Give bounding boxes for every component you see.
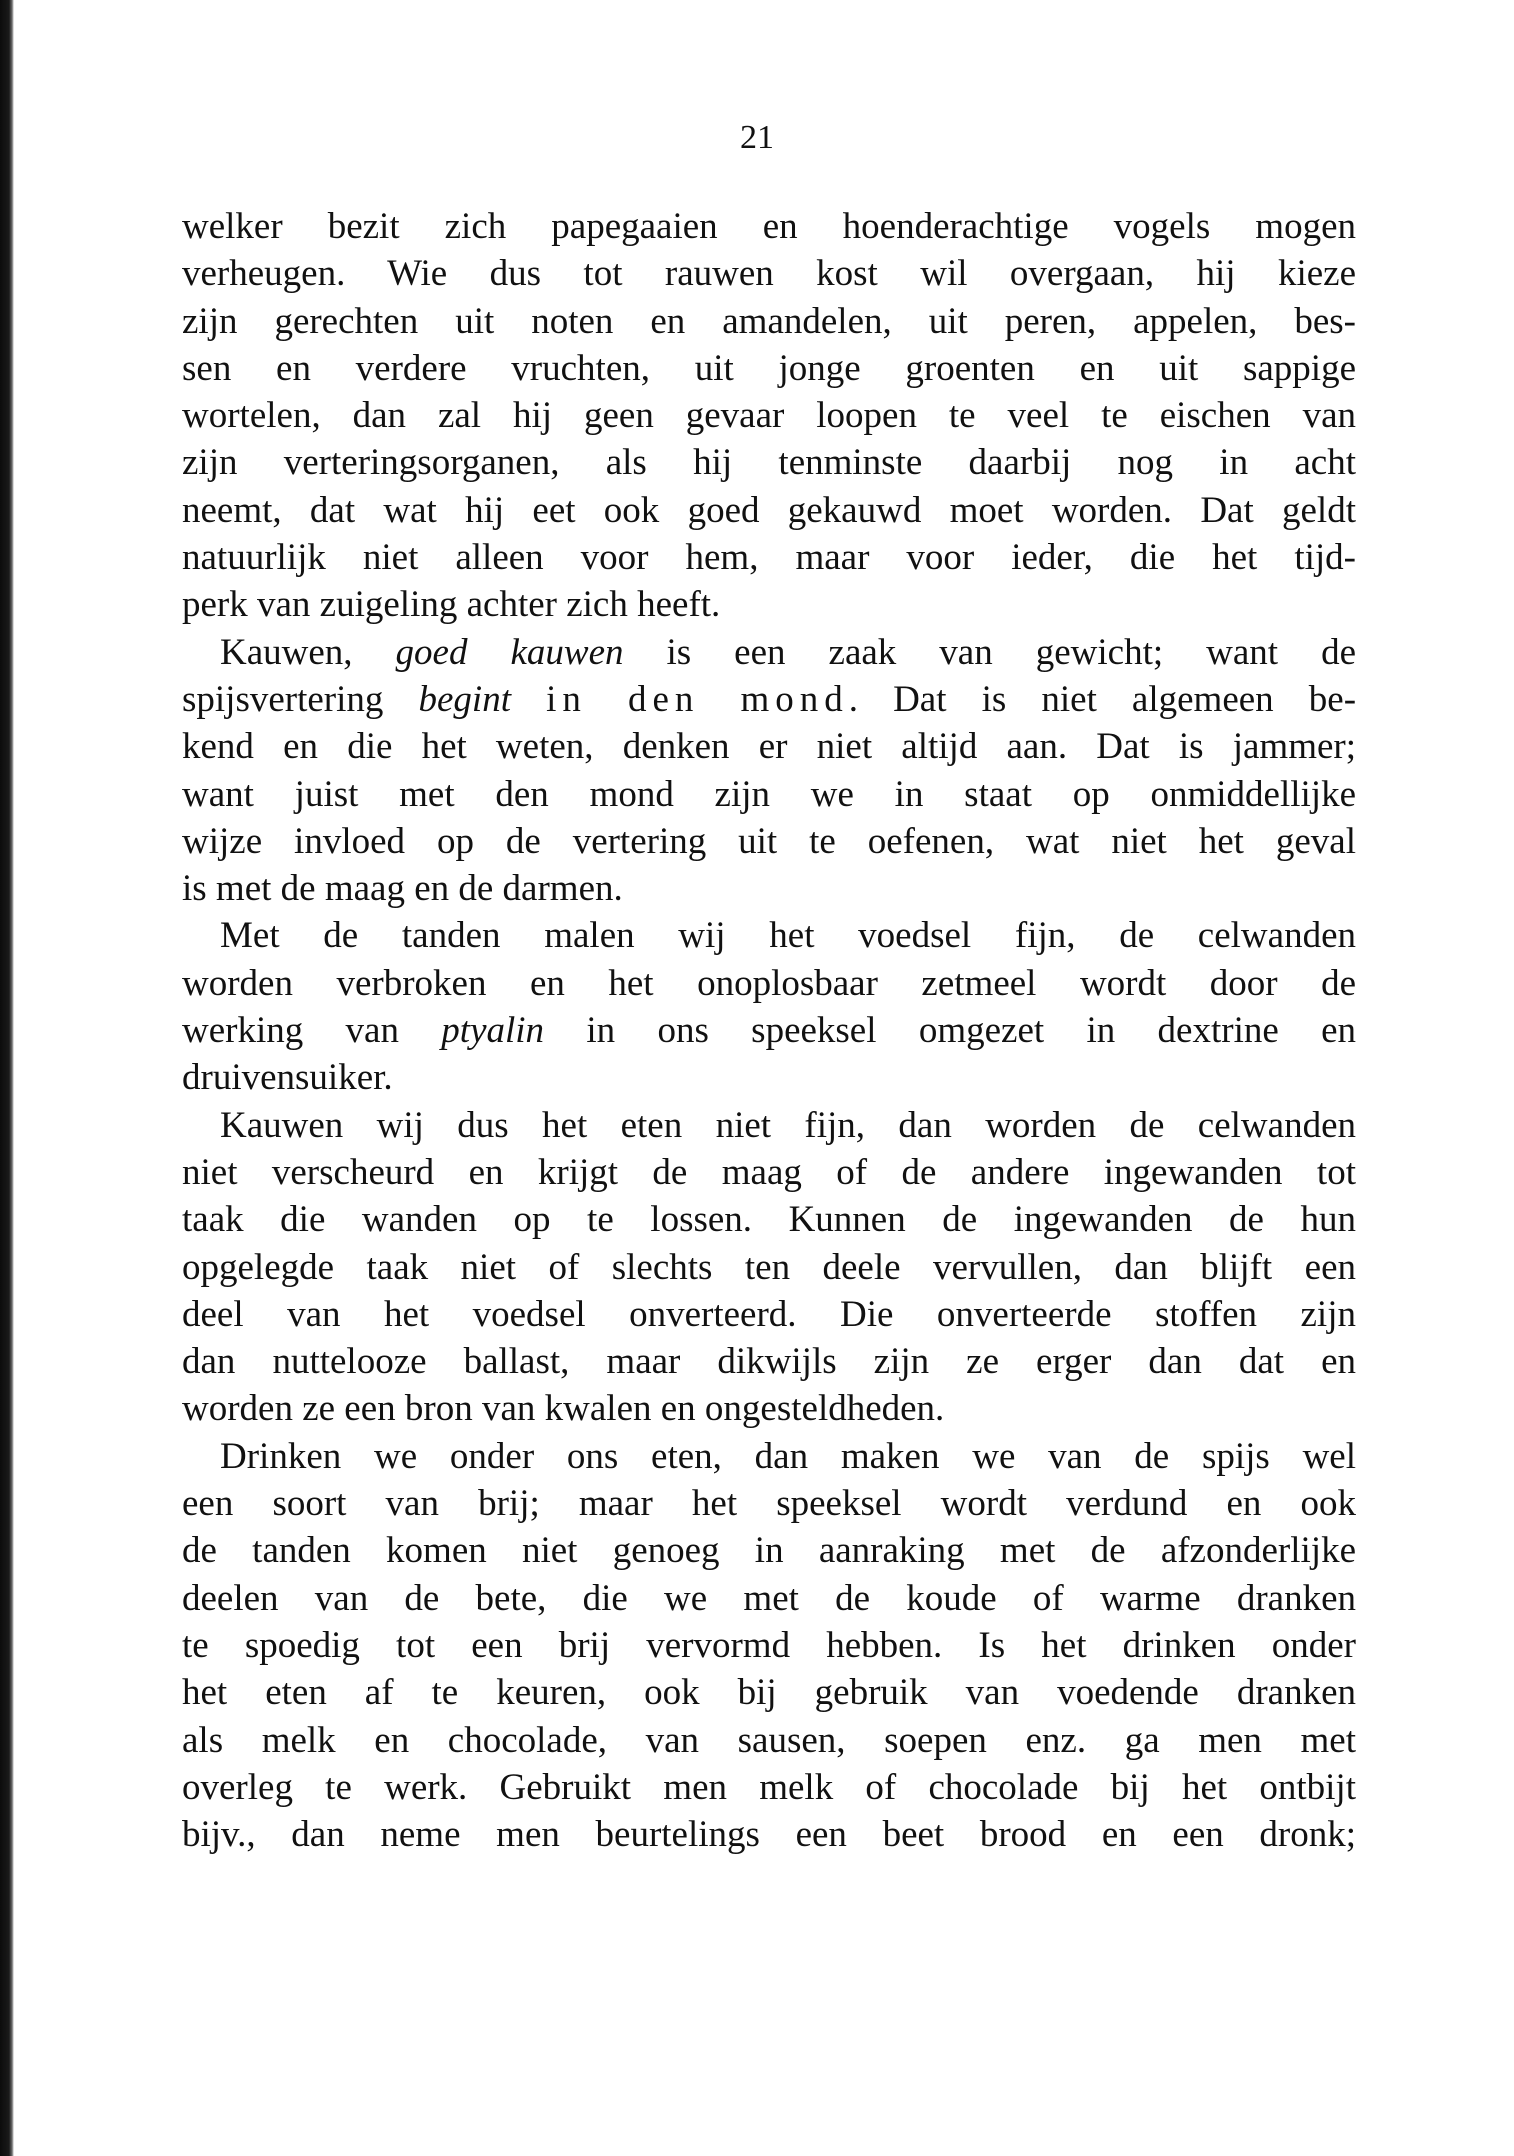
paragraph xyxy=(182,629,1356,913)
text-line: overleg te werk. Gebruikt men melk of chocolade bij het ontbijt xyxy=(182,1766,1356,1808)
emphasis-text: goed kauwen xyxy=(395,631,624,673)
text-line: een soort van brij; maar het speeksel wordt verdund en ook xyxy=(182,1483,1356,1525)
emphasis-text: begint xyxy=(418,678,511,720)
paragraph xyxy=(182,203,1356,629)
paragraph xyxy=(182,1102,1356,1433)
text-line: neemt, dat wat hij eet ook goed gekauwd moet worden. Dat geldt xyxy=(182,489,1356,531)
text-line: zijn gerechten uit noten en amandelen, uit peren, appelen, bes- xyxy=(182,300,1356,342)
text-line: Met de tanden malen wij het voedsel fijn, de celwanden xyxy=(220,915,1356,957)
paragraph xyxy=(182,912,1356,1101)
text-line: is met de maag en de darmen. xyxy=(182,868,623,910)
text-line: het eten af te keuren, ook bij gebruik van voedende dranken xyxy=(182,1672,1356,1714)
text-line: dan nuttelooze ballast, maar dikwijls zijn ze erger dan dat en xyxy=(182,1341,1356,1383)
text-line: deelen van de bete, die we met de koude of warme dranken xyxy=(182,1577,1356,1619)
text-line: want juist met den mond zijn we in staat op onmiddellijke xyxy=(182,773,1356,815)
text-line: opgelegde taak niet of slechts ten deele vervullen, dan blijft een xyxy=(182,1246,1356,1288)
text-line: Kauwen wij dus het eten niet fijn, dan worden de celwanden xyxy=(220,1104,1356,1146)
text-line: worden ze een bron van kwalen en ongesteldheden. xyxy=(182,1388,945,1430)
text-line: wijze invloed op de vertering uit te oefenen, wat niet het geval xyxy=(182,820,1356,862)
emphasis-text: ptyalin xyxy=(441,1010,545,1052)
text-line: natuurlijk niet alleen voor hem, maar voor ieder, die het tijd- xyxy=(182,537,1356,579)
body-text xyxy=(182,203,1356,1858)
text-line: druivensuiker. xyxy=(182,1057,393,1099)
text-line: zijn verteringsorganen, als hij tenminste daarbij nog in acht xyxy=(182,442,1356,484)
text-line: welker bezit zich papegaaien en hoenderachtige vogels mogen xyxy=(182,206,1356,247)
text-line: perk van zuigeling achter zich heeft. xyxy=(182,584,721,626)
text-line: kend en die het weten, denken er niet altijd aan. Dat is jammer; xyxy=(182,726,1356,768)
page-number: 21 xyxy=(740,119,774,156)
text-line: sen en verdere vruchten, uit jonge groenten en uit sappige xyxy=(182,347,1356,389)
text-line: deel van het voedsel onverteerd. Die onverteerde stoffen zijn xyxy=(182,1293,1356,1335)
spaced-emphasis-text: in den mond xyxy=(546,678,849,720)
text-line: als melk en chocolade, van sausen, soepen enz. ga men met xyxy=(182,1719,1356,1761)
text-line: worden verbroken en het onoplosbaar zetmeel wordt door de xyxy=(182,962,1356,1004)
text-line: de tanden komen niet genoeg in aanraking met de afzonderlijke xyxy=(182,1530,1356,1572)
page-binding-edge xyxy=(0,0,14,2156)
text-line: wortelen, dan zal hij geen gevaar loopen te veel te eischen van xyxy=(182,395,1356,437)
text-line: verheugen. Wie dus tot rauwen kost wil overgaan, hij kieze xyxy=(182,253,1356,295)
text-line: spijsvertering begint in den mond. Dat is niet algemeen be- xyxy=(182,678,1357,720)
text-line: te spoedig tot een brij vervormd hebben. Is het drinken onder xyxy=(182,1624,1356,1666)
text-line: niet verscheurd en krijgt de maag of de andere ingewanden tot xyxy=(182,1151,1356,1193)
paragraph xyxy=(182,1433,1356,1859)
text-line: Drinken we onder ons eten, dan maken we van de spijs wel xyxy=(220,1435,1356,1477)
text-line: werking van ptyalin in ons speeksel omgezet in dextrine en xyxy=(182,1010,1357,1052)
text-line: bijv., dan neme men beurtelings een beet brood en een dronk; xyxy=(182,1814,1356,1856)
text-line: Kauwen, goed kauwen is een zaak van gewicht; want de xyxy=(220,631,1356,673)
text-line: taak die wanden op te lossen. Kunnen de ingewanden de hun xyxy=(182,1199,1356,1241)
